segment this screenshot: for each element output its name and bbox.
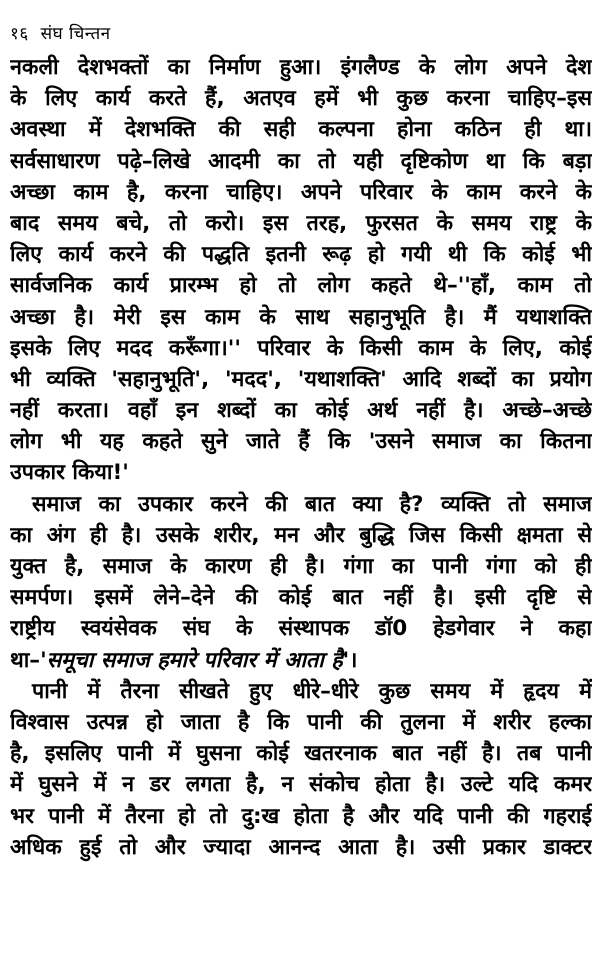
text-line: पानी में तैरना सीखते हुए धीरे–धीरे कुछ समय में हृदय में	[32, 678, 592, 704]
paragraph-1	[10, 52, 592, 489]
text-line: उपकार किया!'	[10, 460, 129, 486]
text-line: लोग भी यह कहते सुने जाते हैं कि 'उसने समाज का कितना	[10, 429, 592, 455]
text-line: के लिए कार्य करते हैं, अतएव हमें भी कुछ करना चाहिए–इस	[10, 86, 592, 112]
text-line: सर्वसाधारण पढ़े–लिखे आदमी का तो यही दृष्टिकोण था कि बड़ा	[10, 148, 592, 174]
text-line: है, इसलिए पानी में घुसना कोई खतरनाक बात नहीं है। तब पानी	[10, 741, 592, 767]
closing-prefix: था–	[10, 647, 41, 673]
text-line	[10, 645, 592, 676]
text-line: अवस्था में देशभक्ति की सही कल्पना होना कठिन ही था।	[10, 117, 592, 143]
text-line: नकली देशभक्तों का निर्माण हुआ। इंगलैण्ड के लोग अपने देश	[10, 55, 592, 80]
text-line: राष्ट्रीय स्वयंसेवक संघ के संस्थापक डॉ0 हेडगेवार ने कहा	[10, 616, 592, 642]
text-line: अच्छा काम है, करना चाहिए। अपने परिवार के काम करने के	[10, 179, 592, 205]
text-line: विश्वास उत्पन्न हो जाता है कि पानी की तुलना में शरीर हल्का	[10, 709, 592, 735]
page-number: १६	[10, 24, 29, 44]
text-line: बाद समय बचे, तो करो। इस तरह, फुरसत के समय राष्ट्र के	[10, 210, 592, 236]
running-title: संघ चिन्तन	[40, 24, 111, 44]
running-header	[10, 22, 592, 52]
text-line: सार्वजनिक कार्य प्रारम्भ हो तो लोग कहते थे–''हाँ, काम तो	[10, 273, 592, 299]
body-text	[10, 52, 592, 863]
text-line: लिए कार्य करने की पद्धति इतनी रूढ़ हो गयी थी कि कोई भी	[10, 242, 592, 268]
text-line: में घुसने में न डर लगता है, न संकोच होता है। उल्टे यदि कमर	[10, 772, 592, 798]
paragraph-3	[10, 676, 592, 863]
text-line: भी व्यक्ति 'सहानुभूति', 'मदद', 'यथाशक्ति' आदि शब्दों का प्रयोग	[10, 366, 592, 392]
paragraph-2	[10, 489, 592, 676]
text-line: नहीं करता। वहाँ इन शब्दों का कोई अर्थ नहीं है। अच्छे–अच्छे	[10, 398, 592, 424]
text-line: अच्छा है। मेरी इस काम के साथ सहानुभूति है। मैं यथाशक्ति	[10, 304, 592, 330]
text-line: भर पानी में तैरना हो तो दु:ख होता है और यदि पानी की गहराई	[10, 803, 592, 829]
closing-suffix: ।	[349, 647, 358, 673]
text-line: युक्त है, समाज के कारण ही है। गंगा का पानी गंगा को ही	[10, 554, 592, 580]
text-line: समर्पण। इसमें लेने–देने की कोई बात नहीं है। इसी दृष्टि से	[10, 585, 592, 611]
text-line: का अंग ही है। उसके शरीर, मन और बुद्धि जिस किसी क्षमता से	[10, 522, 592, 548]
quotation: 'समूचा समाज हमारे परिवार में आता है'	[40, 647, 350, 673]
text-line: समाज का उपकार करने की बात क्या है? व्यक्ति तो समाज	[32, 491, 592, 517]
text-line: अधिक हुई तो और ज्यादा आनन्द आता है। उसी प्रकार डाक्टर	[10, 834, 592, 860]
text-line: इसके लिए मदद करूँगा।'' परिवार के किसी काम के लिए, कोई	[10, 335, 592, 361]
